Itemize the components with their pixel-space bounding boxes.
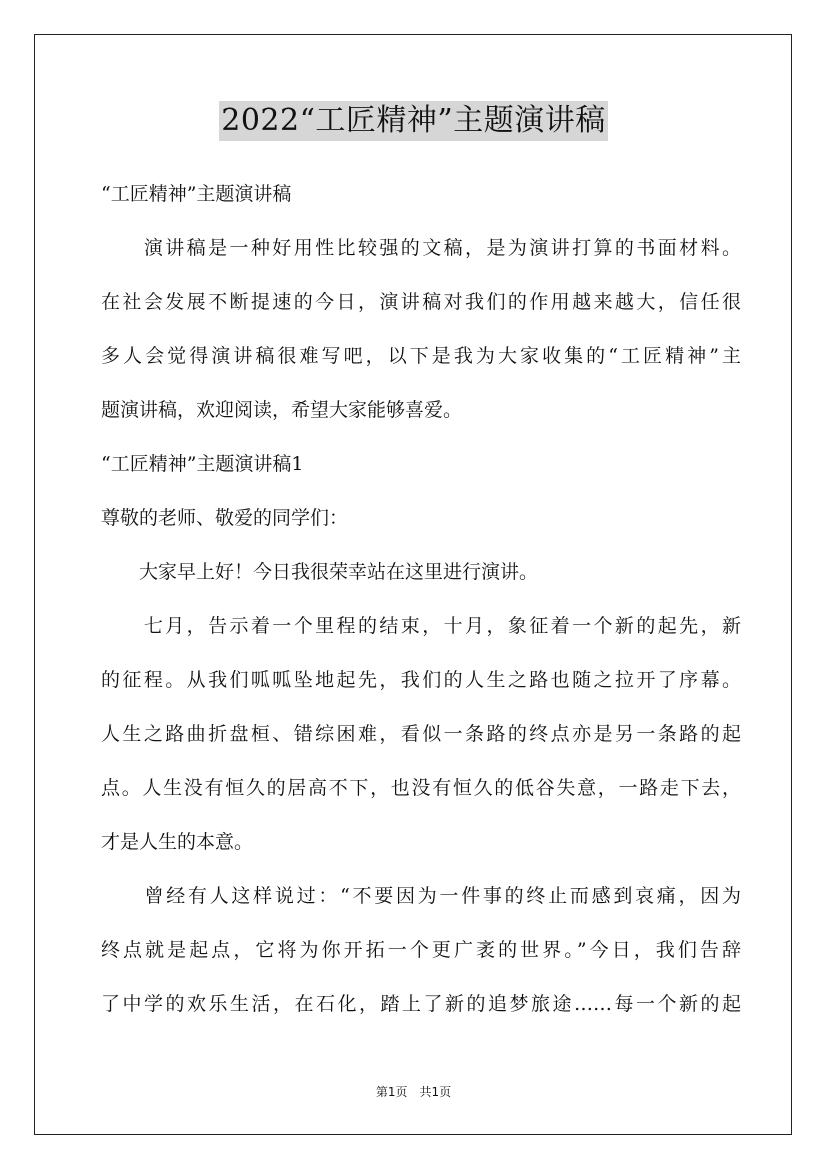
- body-line-2: 在社会发展不断提速的今日，演讲稿对我们的作用越来越大，信任很: [101, 291, 741, 313]
- document-title: 2022“工匠精神”主题演讲稿: [219, 101, 608, 141]
- body-line-14: 终点就是起点，它将为你开拓一个更广袤的世界。”今日，我们告辞: [101, 939, 741, 961]
- body-line-15: 了中学的欢乐生活，在石化，踏上了新的追梦旅途……每一个新的起: [101, 993, 741, 1015]
- title-container: [0, 101, 827, 141]
- subtitle-line: “工匠精神”主题演讲稿: [101, 183, 292, 205]
- salutation-line: 尊敬的老师、敬爱的同学们：: [101, 507, 349, 529]
- body-line-12: 才是人生的本意。: [101, 831, 254, 853]
- body-line-9: 的征程。从我们呱呱坠地起先，我们的人生之路也随之拉开了序幕。: [101, 669, 741, 691]
- body-line-4: 题演讲稿，欢迎阅读，希望大家能够喜爱。: [101, 399, 463, 421]
- body-line-1: 演讲稿是一种好用性比较强的文稿，是为演讲打算的书面材料。: [101, 237, 741, 259]
- body-line-8: 七月，告示着一个里程的结束，十月，象征着一个新的起先，新: [101, 615, 741, 637]
- body-line-10: 人生之路曲折盘桓、错综困难，看似一条路的终点亦是另一条路的起: [101, 723, 741, 745]
- page-footer: 第1页 共1页: [375, 1085, 452, 1099]
- section-heading: “工匠精神”主题演讲稿1: [101, 453, 304, 475]
- body-line-7: 大家早上好！今日我很荣幸站在这里进行演讲。: [101, 561, 539, 583]
- body-line-3: 多人会觉得演讲稿很难写吧，以下是我为大家收集的“工匠精神”主: [101, 345, 741, 367]
- body-line-11: 点。人生没有恒久的居高不下，也没有恒久的低谷失意，一路走下去，: [101, 777, 741, 799]
- body-line-13: 曾经有人这样说过：“不要因为一件事的终止而感到哀痛，因为: [101, 885, 741, 907]
